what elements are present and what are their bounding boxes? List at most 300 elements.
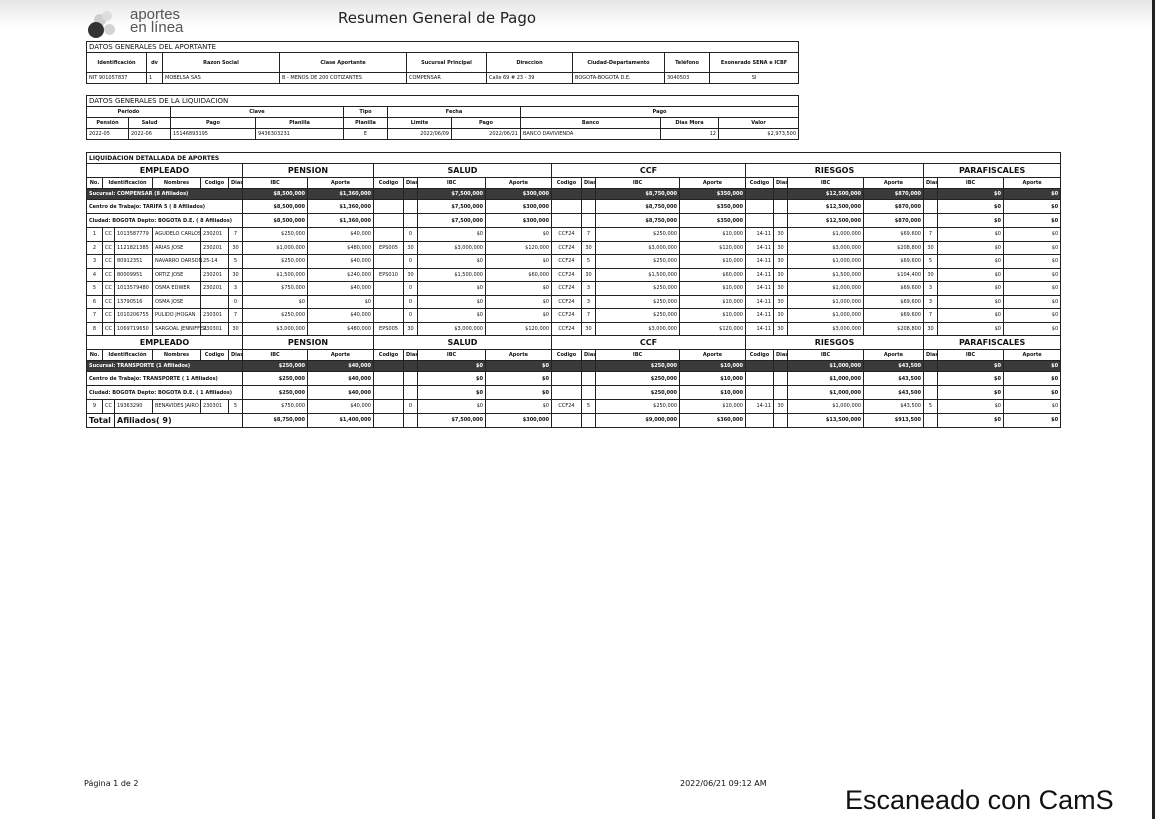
employee-cell: $1,000,000 bbox=[788, 228, 864, 242]
logo-circle-icon bbox=[104, 24, 115, 35]
employee-cell: 7 bbox=[87, 309, 103, 323]
employee-cell: 30 bbox=[774, 268, 788, 282]
employee-row bbox=[87, 241, 1061, 255]
liquidacion-header: Dias Mora bbox=[661, 118, 719, 129]
employee-cell: $0 bbox=[938, 282, 1004, 296]
liquidacion-value: 2022-05 bbox=[87, 129, 129, 140]
employee-cell: CC bbox=[103, 228, 115, 242]
logo-circle-icon bbox=[102, 11, 112, 21]
column-header: IBC bbox=[596, 350, 680, 361]
employee-cell: $1,000,000 bbox=[788, 282, 864, 296]
column-header: Codigo bbox=[201, 350, 229, 361]
employee-cell: $0 bbox=[938, 322, 1004, 336]
employee-cell: $0 bbox=[938, 241, 1004, 255]
employee-cell: EPS005 bbox=[374, 322, 404, 336]
employee-cell: PULIDO JHOGAN bbox=[153, 309, 201, 323]
total-value: $300,000 bbox=[486, 413, 552, 427]
section-title-liquidacion: DATOS GENERALES DE LA LIQUIDACION bbox=[87, 96, 799, 107]
total-afiliados: Afiliados( 9) bbox=[115, 413, 243, 427]
employee-row bbox=[87, 322, 1061, 336]
aportante-value: Calle 69 # 23 - 39 bbox=[487, 73, 573, 84]
empty-cell bbox=[582, 200, 596, 214]
summary-value: $43,500 bbox=[864, 386, 924, 400]
employee-cell: CCF24 bbox=[552, 268, 582, 282]
employee-cell: 30 bbox=[924, 268, 938, 282]
summary-value: $250,000 bbox=[243, 372, 308, 386]
empty-cell bbox=[774, 214, 788, 228]
employee-cell: 7 bbox=[924, 228, 938, 242]
employee-cell: $0 bbox=[938, 228, 1004, 242]
employee-cell: 30 bbox=[774, 255, 788, 269]
employee-cell: BENAVIDES JAIRO bbox=[153, 400, 201, 414]
summary-value: $250,000 bbox=[243, 361, 308, 372]
employee-cell: $10,000 bbox=[680, 295, 746, 309]
employee-cell: CC bbox=[103, 309, 115, 323]
summary-value: $0 bbox=[938, 214, 1004, 228]
employee-cell: $750,000 bbox=[243, 400, 308, 414]
employee-cell: 30 bbox=[229, 241, 243, 255]
summary-value: $10,000 bbox=[680, 361, 746, 372]
summary-value: $7,500,000 bbox=[418, 189, 486, 200]
empty-cell bbox=[404, 189, 418, 200]
employee-cell: CC bbox=[103, 282, 115, 296]
summary-value: $0 bbox=[486, 386, 552, 400]
employee-cell: 7 bbox=[924, 309, 938, 323]
group-header: RIESGOS bbox=[746, 336, 924, 350]
summary-value: $870,000 bbox=[864, 200, 924, 214]
column-header: Codigo bbox=[201, 178, 229, 189]
employee-cell bbox=[374, 255, 404, 269]
summary-label: Ciudad: BOGOTA Depto: BOGOTA D.E. ( 1 Afiliados) bbox=[87, 386, 243, 400]
employee-cell: 4 bbox=[87, 268, 103, 282]
employee-cell: 8 bbox=[87, 322, 103, 336]
summary-value: $0 bbox=[938, 189, 1004, 200]
employee-cell: 5 bbox=[229, 255, 243, 269]
logo-circle-icon bbox=[88, 22, 104, 38]
empty-cell bbox=[552, 200, 582, 214]
employee-cell: 0 bbox=[404, 228, 418, 242]
liquidacion-value: E bbox=[344, 129, 388, 140]
empty-cell bbox=[924, 214, 938, 228]
employee-cell: 7 bbox=[229, 228, 243, 242]
summary-value: $350,000 bbox=[680, 189, 746, 200]
total-value: $13,500,000 bbox=[788, 413, 864, 427]
group-header: PENSION bbox=[243, 164, 374, 178]
column-header: Aporte bbox=[486, 350, 552, 361]
summary-value: $0 bbox=[938, 372, 1004, 386]
summary-value: $8,500,000 bbox=[243, 200, 308, 214]
employee-cell: $0 bbox=[938, 400, 1004, 414]
employee-cell: 0 bbox=[229, 295, 243, 309]
employee-cell: $208,800 bbox=[864, 322, 924, 336]
employee-cell: 230201 bbox=[201, 282, 229, 296]
column-header: Identificación bbox=[103, 350, 153, 361]
brand-line2: en línea bbox=[130, 19, 184, 36]
empty-cell bbox=[746, 189, 774, 200]
employee-cell: CC bbox=[103, 241, 115, 255]
employee-cell: $250,000 bbox=[596, 295, 680, 309]
liquidacion-header: Pago bbox=[171, 118, 256, 129]
employee-cell: 0 bbox=[404, 295, 418, 309]
summary-value: $1,360,000 bbox=[308, 200, 374, 214]
employee-cell: $0 bbox=[418, 282, 486, 296]
empty-cell bbox=[552, 413, 582, 427]
employee-cell: $1,000,000 bbox=[788, 255, 864, 269]
header-pago: Pago bbox=[521, 107, 799, 118]
column-header: Aporte bbox=[308, 350, 374, 361]
employee-cell: $69,600 bbox=[864, 255, 924, 269]
employee-cell: 5 bbox=[87, 282, 103, 296]
empty-cell bbox=[404, 413, 418, 427]
empty-cell bbox=[582, 361, 596, 372]
empty-cell bbox=[374, 189, 404, 200]
employee-cell: CCF24 bbox=[552, 282, 582, 296]
employee-cell: 5 bbox=[229, 400, 243, 414]
summary-value: $0 bbox=[486, 361, 552, 372]
empty-cell bbox=[374, 200, 404, 214]
brand-logo bbox=[86, 8, 236, 40]
column-header: No. bbox=[87, 350, 103, 361]
summary-value: $0 bbox=[938, 386, 1004, 400]
employee-cell: $40,000 bbox=[308, 228, 374, 242]
column-header: Codigo bbox=[552, 350, 582, 361]
employee-cell: $1,500,000 bbox=[788, 268, 864, 282]
employee-cell: 9 bbox=[87, 400, 103, 414]
summary-value: $0 bbox=[938, 361, 1004, 372]
employee-cell: $69,600 bbox=[864, 282, 924, 296]
employee-cell bbox=[374, 282, 404, 296]
column-header: Aporte bbox=[1004, 178, 1061, 189]
employee-cell: 13790516 bbox=[115, 295, 153, 309]
employee-cell: $0 bbox=[1004, 400, 1061, 414]
employee-cell: CC bbox=[103, 322, 115, 336]
employee-cell: 30 bbox=[582, 322, 596, 336]
empty-cell bbox=[774, 386, 788, 400]
employee-cell: $0 bbox=[486, 282, 552, 296]
total-label: Total bbox=[87, 413, 115, 427]
employee-cell: $10,000 bbox=[680, 228, 746, 242]
employee-cell: CCF24 bbox=[552, 228, 582, 242]
total-value: $1,400,000 bbox=[308, 413, 374, 427]
summary-value: $0 bbox=[938, 200, 1004, 214]
summary-value: $8,500,000 bbox=[243, 189, 308, 200]
employee-cell: $3,000,000 bbox=[788, 322, 864, 336]
empty-cell bbox=[746, 386, 774, 400]
employee-cell: $0 bbox=[418, 255, 486, 269]
summary-value: $1,360,000 bbox=[308, 214, 374, 228]
section-title-detalle: LIQUIDACION DETALLADA DE APORTES bbox=[87, 153, 1061, 164]
employee-cell: $40,000 bbox=[308, 309, 374, 323]
employee-cell: $10,000 bbox=[680, 400, 746, 414]
empty-cell bbox=[924, 189, 938, 200]
column-header: IBC bbox=[938, 178, 1004, 189]
employee-cell: 14-11 bbox=[746, 282, 774, 296]
employee-cell: $250,000 bbox=[243, 228, 308, 242]
employee-cell: 3 bbox=[924, 295, 938, 309]
employee-row bbox=[87, 400, 1061, 414]
liquidacion-header: Pensión bbox=[87, 118, 129, 129]
column-header: Aporte bbox=[308, 178, 374, 189]
employee-cell: CCF24 bbox=[552, 241, 582, 255]
group-header: EMPLEADO bbox=[87, 164, 243, 178]
employee-cell: $0 bbox=[486, 295, 552, 309]
summary-label: Sucursal: TRANSPORTE (1 Afiliados) bbox=[87, 361, 243, 372]
employee-cell: 0 bbox=[404, 282, 418, 296]
employee-cell: $120,000 bbox=[680, 241, 746, 255]
empty-cell bbox=[404, 386, 418, 400]
employee-cell: $0 bbox=[938, 268, 1004, 282]
employee-cell: $208,800 bbox=[864, 241, 924, 255]
liquidacion-header: Salud bbox=[129, 118, 171, 129]
aportante-value: B - MENOS DE 200 COTIZANTES bbox=[280, 73, 407, 84]
empty-cell bbox=[774, 413, 788, 427]
employee-cell: 30 bbox=[774, 282, 788, 296]
group-header: EMPLEADO bbox=[87, 336, 243, 350]
header-clave: Clave bbox=[171, 107, 344, 118]
employee-cell: 1010206755 bbox=[115, 309, 153, 323]
employee-cell: $1,000,000 bbox=[788, 309, 864, 323]
column-header: No. bbox=[87, 178, 103, 189]
employee-cell: $0 bbox=[1004, 268, 1061, 282]
summary-value: $8,750,000 bbox=[596, 200, 680, 214]
summary-value: $40,000 bbox=[308, 361, 374, 372]
empty-cell bbox=[404, 214, 418, 228]
column-header: Dias bbox=[582, 178, 596, 189]
employee-cell: 30 bbox=[774, 322, 788, 336]
employee-cell: 3 bbox=[582, 295, 596, 309]
column-header: Dias bbox=[924, 350, 938, 361]
employee-cell: $3,000,000 bbox=[418, 322, 486, 336]
summary-value: $250,000 bbox=[243, 386, 308, 400]
employee-cell: 14-11 bbox=[746, 295, 774, 309]
liquidacion-header: Banco bbox=[521, 118, 661, 129]
summary-value: $300,000 bbox=[486, 189, 552, 200]
employee-cell: $0 bbox=[486, 228, 552, 242]
employee-cell: 1013587779 bbox=[115, 228, 153, 242]
empty-cell bbox=[404, 372, 418, 386]
liquidacion-header: Limite bbox=[388, 118, 452, 129]
empty-cell bbox=[746, 361, 774, 372]
employee-cell: $0 bbox=[1004, 282, 1061, 296]
employee-cell: 1121821385 bbox=[115, 241, 153, 255]
employee-cell: $0 bbox=[1004, 255, 1061, 269]
group-header: PENSION bbox=[243, 336, 374, 350]
employee-row bbox=[87, 268, 1061, 282]
liquidacion-value: 2022/06/21 bbox=[452, 129, 521, 140]
total-value: $913,500 bbox=[864, 413, 924, 427]
summary-value: $0 bbox=[1004, 372, 1061, 386]
summary-value: $0 bbox=[418, 361, 486, 372]
employee-cell: 14-11 bbox=[746, 241, 774, 255]
column-header: Codigo bbox=[746, 178, 774, 189]
liquidacion-table bbox=[86, 95, 799, 140]
employee-cell: $69,600 bbox=[864, 228, 924, 242]
column-header: IBC bbox=[938, 350, 1004, 361]
summary-value: $40,000 bbox=[308, 372, 374, 386]
summary-value: $1,000,000 bbox=[788, 386, 864, 400]
column-header: Nombres bbox=[153, 350, 201, 361]
column-header: IBC bbox=[596, 178, 680, 189]
empty-cell bbox=[746, 413, 774, 427]
summary-value: $8,750,000 bbox=[596, 189, 680, 200]
employee-cell: $0 bbox=[418, 309, 486, 323]
employee-cell: ORTIZ JOSE bbox=[153, 268, 201, 282]
empty-cell bbox=[374, 361, 404, 372]
column-header: Codigo bbox=[746, 350, 774, 361]
empty-cell bbox=[582, 386, 596, 400]
employee-cell: CCF24 bbox=[552, 309, 582, 323]
empty-cell bbox=[552, 372, 582, 386]
employee-cell: $750,000 bbox=[243, 282, 308, 296]
summary-value: $1,360,000 bbox=[308, 189, 374, 200]
summary-label: Centro de Trabajo: TRANSPORTE ( 1 Afiliados) bbox=[87, 372, 243, 386]
empty-cell bbox=[774, 372, 788, 386]
summary-value: $0 bbox=[486, 372, 552, 386]
empty-cell bbox=[746, 200, 774, 214]
employee-cell: $40,000 bbox=[308, 282, 374, 296]
employee-cell: $1,000,000 bbox=[788, 295, 864, 309]
summary-value: $0 bbox=[1004, 361, 1061, 372]
total-value: $9,000,000 bbox=[596, 413, 680, 427]
employee-cell: ARIAS JOSE bbox=[153, 241, 201, 255]
column-header: Aporte bbox=[1004, 350, 1061, 361]
employee-cell: $0 bbox=[1004, 295, 1061, 309]
employee-cell: 230201 bbox=[201, 228, 229, 242]
column-header: IBC bbox=[243, 350, 308, 361]
column-header: Identificación bbox=[103, 178, 153, 189]
empty-cell bbox=[746, 214, 774, 228]
aportante-header: Teléfono bbox=[665, 53, 710, 73]
employee-cell: 230301 bbox=[201, 322, 229, 336]
liquidacion-value: BANCO DAVIVIENDA bbox=[521, 129, 661, 140]
empty-cell bbox=[774, 189, 788, 200]
aportante-value: SI bbox=[710, 73, 799, 84]
employee-cell: $480,000 bbox=[308, 241, 374, 255]
employee-cell: 30 bbox=[774, 400, 788, 414]
employee-cell: $250,000 bbox=[596, 309, 680, 323]
employee-cell: 230301 bbox=[201, 309, 229, 323]
employee-cell: 1069719650 bbox=[115, 322, 153, 336]
employee-cell: 3 bbox=[582, 282, 596, 296]
employee-cell: $60,000 bbox=[486, 268, 552, 282]
employee-cell: 14-11 bbox=[746, 268, 774, 282]
employee-cell: 14-11 bbox=[746, 255, 774, 269]
aportante-header: Razon Social bbox=[163, 53, 280, 73]
column-header: IBC bbox=[788, 350, 864, 361]
employee-cell: 230201 bbox=[201, 268, 229, 282]
employee-cell: 5 bbox=[924, 400, 938, 414]
employee-cell: 5 bbox=[582, 255, 596, 269]
employee-cell: SARGOAL JENNIFFER bbox=[153, 322, 201, 336]
aportante-value: 1 bbox=[147, 73, 163, 84]
empty-cell bbox=[924, 386, 938, 400]
employee-cell: 14-11 bbox=[746, 400, 774, 414]
employee-cell: 2 bbox=[87, 241, 103, 255]
column-header: Aporte bbox=[680, 350, 746, 361]
section-title-aportante: DATOS GENERALES DEL APORTANTE bbox=[87, 42, 799, 53]
employee-cell: $120,000 bbox=[486, 322, 552, 336]
employee-cell: $104,400 bbox=[864, 268, 924, 282]
employee-cell: $0 bbox=[418, 228, 486, 242]
total-value: $0 bbox=[1004, 413, 1061, 427]
header-fecha: Fecha bbox=[388, 107, 521, 118]
column-header: Codigo bbox=[374, 350, 404, 361]
liquidacion-value: 12 bbox=[661, 129, 719, 140]
employee-cell: 30 bbox=[774, 295, 788, 309]
employee-cell: 3 bbox=[924, 282, 938, 296]
employee-cell: $1,000,000 bbox=[788, 400, 864, 414]
summary-value: $8,750,000 bbox=[596, 214, 680, 228]
employee-cell: 7 bbox=[229, 309, 243, 323]
detalle-table bbox=[86, 152, 1061, 428]
group-header: CCF bbox=[552, 336, 746, 350]
empty-cell bbox=[374, 372, 404, 386]
summary-label: Ciudad: BOGOTA Depto: BOGOTA D.E. ( 8 Afiliados) bbox=[87, 214, 243, 228]
employee-cell: CCF24 bbox=[552, 255, 582, 269]
total-value: $360,000 bbox=[680, 413, 746, 427]
employee-cell: EPS005 bbox=[374, 241, 404, 255]
employee-cell: $0 bbox=[486, 309, 552, 323]
employee-cell: 30 bbox=[404, 241, 418, 255]
group-header: RIESGOS bbox=[746, 164, 924, 178]
employee-cell: 5 bbox=[582, 400, 596, 414]
total-value: $8,750,000 bbox=[243, 413, 308, 427]
employee-cell: $0 bbox=[486, 400, 552, 414]
employee-cell: $1,500,000 bbox=[243, 268, 308, 282]
empty-cell bbox=[374, 413, 404, 427]
empty-cell bbox=[404, 361, 418, 372]
summary-label: Centro de Trabajo: TARIFA 5 ( 8 Afiliados) bbox=[87, 200, 243, 214]
header-periodo: Periodo bbox=[87, 107, 171, 118]
employee-cell: OSMA JOSE bbox=[153, 295, 201, 309]
summary-value: $40,000 bbox=[308, 386, 374, 400]
employee-cell: $40,000 bbox=[308, 255, 374, 269]
summary-value: $12,500,000 bbox=[788, 214, 864, 228]
summary-value: $10,000 bbox=[680, 386, 746, 400]
summary-value: $0 bbox=[418, 386, 486, 400]
summary-value: $250,000 bbox=[596, 372, 680, 386]
employee-cell: 30 bbox=[404, 322, 418, 336]
employee-cell: 230301 bbox=[201, 400, 229, 414]
empty-cell bbox=[552, 386, 582, 400]
employee-cell: AGUDELO CARLOS bbox=[153, 228, 201, 242]
employee-cell: $3,000,000 bbox=[243, 322, 308, 336]
empty-cell bbox=[552, 189, 582, 200]
summary-value: $8,500,000 bbox=[243, 214, 308, 228]
empty-cell bbox=[774, 361, 788, 372]
employee-cell: 30 bbox=[774, 309, 788, 323]
summary-label: Sucursal: COMPENSAR (8 Afiliados) bbox=[87, 189, 243, 200]
employee-cell: 7 bbox=[582, 228, 596, 242]
employee-cell: 30 bbox=[774, 228, 788, 242]
employee-cell: 14-11 bbox=[746, 322, 774, 336]
employee-cell: 30 bbox=[924, 322, 938, 336]
liquidacion-value: $2,973,500 bbox=[719, 129, 799, 140]
employee-cell: $43,500 bbox=[864, 400, 924, 414]
liquidacion-value: 9436303231 bbox=[256, 129, 344, 140]
summary-value: $300,000 bbox=[486, 214, 552, 228]
empty-cell bbox=[374, 386, 404, 400]
employee-cell: 30 bbox=[582, 241, 596, 255]
page-title: Resumen General de Pago bbox=[338, 9, 537, 27]
summary-value: $12,500,000 bbox=[788, 200, 864, 214]
summary-value: $0 bbox=[1004, 189, 1061, 200]
aportante-value: MOBELSA SAS bbox=[163, 73, 280, 84]
employee-cell: 80912351 bbox=[115, 255, 153, 269]
total-value: $0 bbox=[938, 413, 1004, 427]
employee-cell: $69,600 bbox=[864, 309, 924, 323]
column-header: IBC bbox=[418, 178, 486, 189]
